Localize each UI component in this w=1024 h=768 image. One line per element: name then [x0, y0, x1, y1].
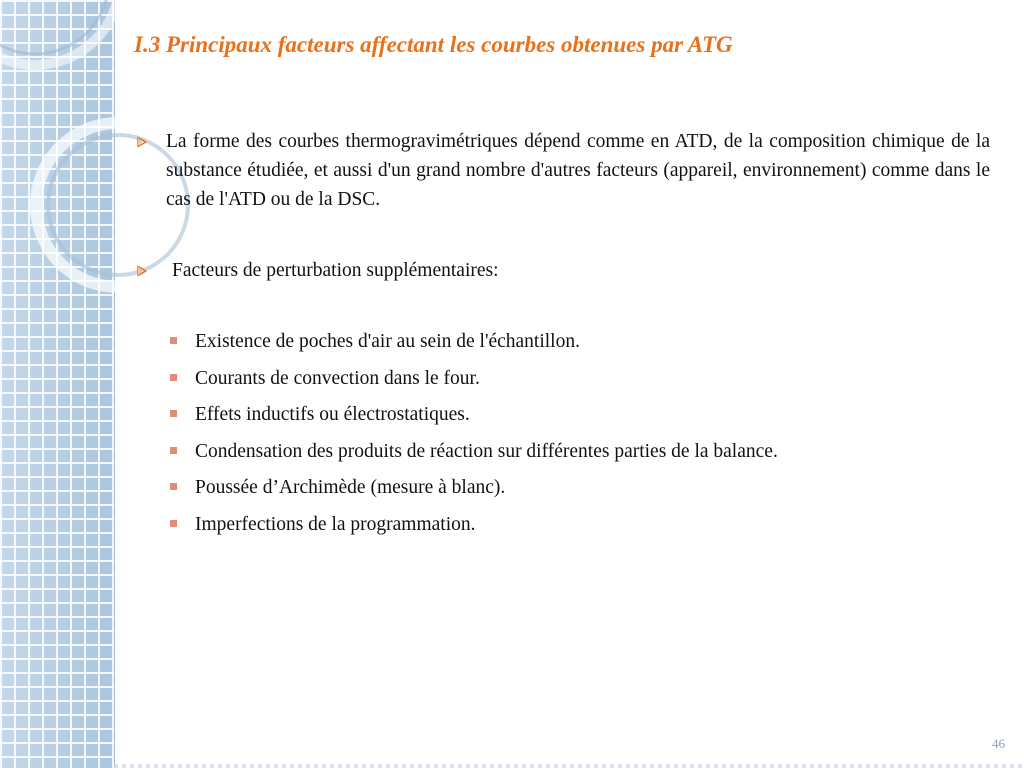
list-item: [134, 437, 990, 474]
list-item: [134, 327, 990, 364]
square-bullet-icon: [170, 337, 177, 344]
list-item-text: Effets inductifs ou électrostatiques.: [195, 404, 470, 425]
page-number: 46: [992, 736, 1005, 751]
bullet-text: Facteurs de perturbation supplémentaires:: [172, 260, 499, 281]
slide-title: I.3 Principaux facteurs affectant les courbes obtenues par ATG: [134, 32, 733, 57]
list-item: [134, 473, 990, 510]
square-bullet-icon: [170, 483, 177, 490]
bullet-text: La forme des courbes thermogravimétriques dépend comme en ATD, de la composition chimique de la substance étudiée, et aussi d'un grand nombre d'autres facteurs (appareil, environnement) comme dans le cas de l'ATD ou de la DSC.: [166, 131, 990, 210]
list-item-text: Condensation des produits de réaction sur différentes parties de la balance.: [195, 440, 778, 462]
list-item-text: Imperfections de la programmation.: [195, 513, 476, 535]
sub-bullet-list: [134, 327, 990, 546]
list-item: [134, 364, 990, 401]
square-bullet-icon: [170, 410, 177, 417]
footer-divider: [114, 764, 1024, 768]
list-item-text: Existence de poches d'air au sein de l'échantillon.: [195, 331, 580, 352]
list-item-text: Poussée d’Archimède (mesure à blanc).: [195, 477, 506, 498]
square-bullet-icon: [170, 447, 177, 454]
bullet-item: [134, 127, 990, 214]
bullet-item: [134, 256, 990, 285]
slide-content: [134, 127, 990, 546]
list-item: [134, 400, 990, 437]
square-bullet-icon: [170, 374, 177, 381]
list-item-text: Courants de convection dans le four.: [195, 367, 480, 389]
square-bullet-icon: [170, 520, 177, 527]
arrow-bullet-icon: [135, 256, 151, 285]
arrow-bullet-icon: [135, 127, 151, 156]
list-item: [134, 510, 990, 547]
